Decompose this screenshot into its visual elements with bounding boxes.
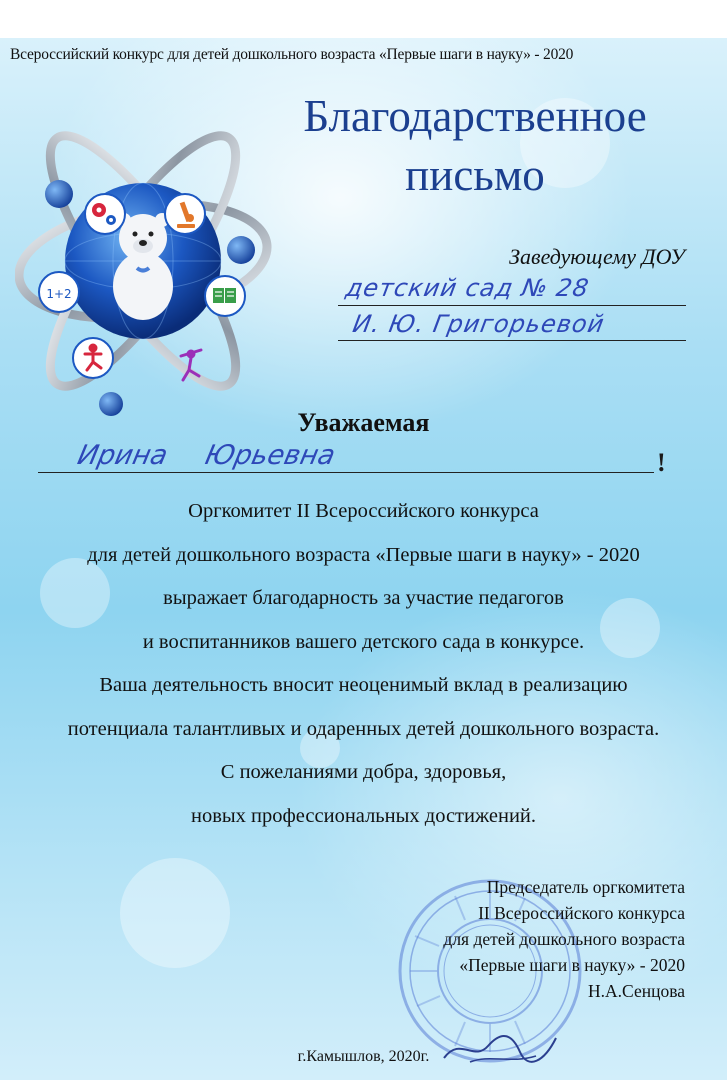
- handwritten-director-name: И. Ю. Григорьевой: [350, 310, 607, 338]
- page-subtitle: письмо: [405, 150, 545, 200]
- atom-node: [227, 236, 255, 264]
- page-title: Благодарственное: [303, 91, 647, 141]
- body-line: С пожеланиями добра, здоровья,: [220, 761, 507, 783]
- exclamation-mark: !: [657, 448, 666, 477]
- signature-line: «Первые шаги в науку» - 2020: [459, 955, 685, 975]
- signature-line: II Всероссийского конкурса: [478, 903, 685, 923]
- greeting: Уважаемая: [297, 408, 430, 437]
- contest-header: Всероссийский конкурс для детей дошкольного возраста «Первые шаги в науку» - 2020: [10, 46, 574, 63]
- fill-line: [338, 340, 686, 341]
- addressee-label: Заведующему ДОУ: [509, 244, 685, 269]
- signature-line: для детей дошкольного возраста: [443, 929, 685, 949]
- body-line: для детей дошкольного возраста «Первые шаги в науку» - 2020: [87, 543, 640, 566]
- body-line: выражает благодарность за участие педагогов: [163, 587, 564, 609]
- atom-node: [45, 180, 73, 208]
- footer-place-date: г.Камышлов, 2020г.: [297, 1048, 430, 1065]
- body-line: новых профессиональных достижений.: [190, 804, 537, 827]
- body-text: [0, 490, 727, 838]
- fill-line: [338, 305, 686, 306]
- body-line: и воспитанников вашего детского сада в конкурсе.: [142, 630, 585, 653]
- handwritten-recipient-name: Ирина Юрьевна: [74, 440, 338, 471]
- body-line: Ваша деятельность вносит неоценимый вклад в реализацию: [99, 674, 628, 696]
- body-line: потенциала талантливых и одаренных детей дошкольного возраста.: [67, 717, 660, 740]
- math-badge: 1+2: [46, 287, 72, 301]
- signature-line: Председатель оргкомитета: [486, 877, 685, 897]
- atom-logo-icon: [15, 86, 275, 416]
- certificate-page: [0, 38, 727, 1080]
- signature-block: [443, 874, 685, 1004]
- fill-line: [38, 472, 654, 473]
- signature-name: Н.А.Сенцова: [588, 981, 685, 1001]
- body-line: Оргкомитет II Всероссийского конкурса: [188, 500, 539, 522]
- handwritten-kindergarten: детский сад № 28: [343, 274, 592, 302]
- bokeh-light: [120, 858, 230, 968]
- polar-bear-icon: [113, 213, 173, 320]
